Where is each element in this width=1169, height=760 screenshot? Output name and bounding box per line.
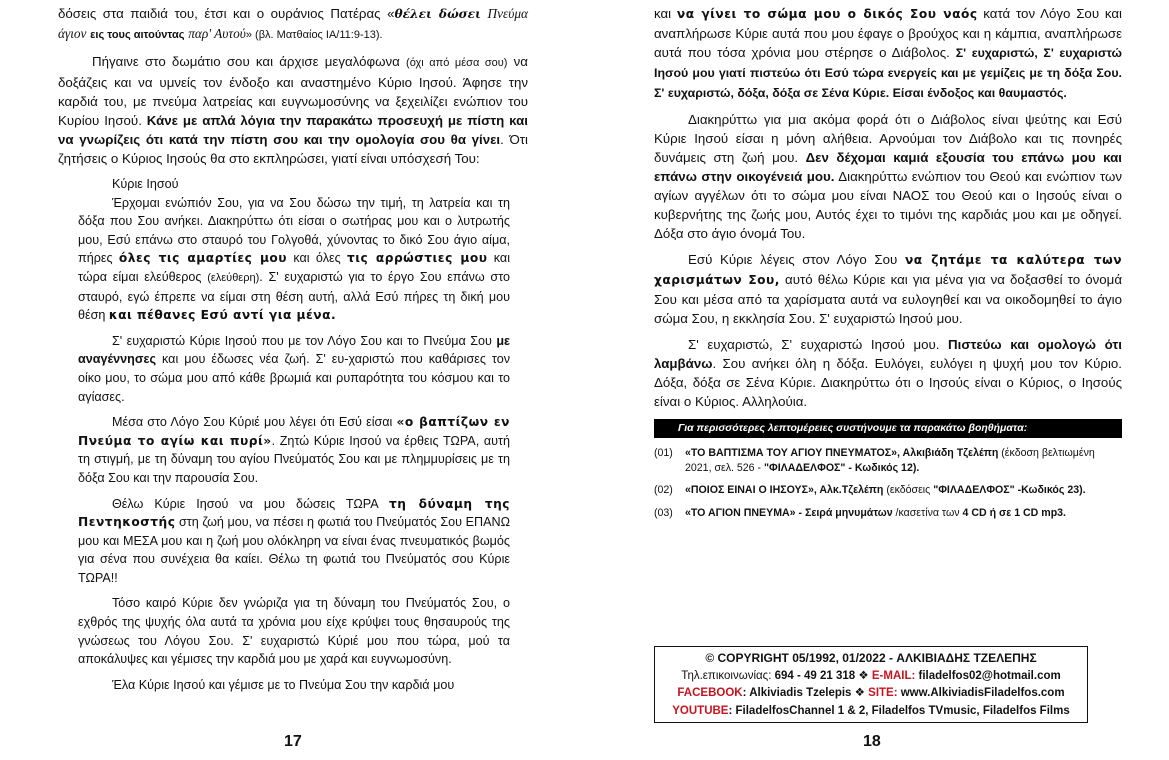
recommendations-banner: Για περισσότερες λεπτομέρειες συστήνουμε τα παρακάτω βοηθήματα: bbox=[654, 419, 1122, 438]
emphasis-text: τη δύναμη της Πεντηκοστής bbox=[78, 496, 510, 530]
reference-number: (02) bbox=[654, 484, 673, 496]
site-link[interactable]: www.AlkiviadisFiladelfos.com bbox=[897, 687, 1065, 699]
text-run: να δοξάζεις και να υμνείς τον ένδοξο και αναστημένο Κύριο Ιησού. Άφησε την καρδιά του, με πνεύμα λατρείας και ευγνωμοσύνης να ξεχειλίζει ενώπιον του Κυρίου Ιησού. bbox=[58, 54, 528, 128]
emphasis-text: Πιστεύω και ομολογώ ότι λαμβάνω bbox=[654, 337, 1122, 371]
facebook-name[interactable]: : Alkiviadis Tzelepis ❖ bbox=[742, 687, 869, 699]
emphasis-text: Κάνε με απλά λόγια την παρακάτω προσευχή με πίστη και να γνωρίζεις ότι κατά την πίστη σου και την ομολογία σου θα γίνει bbox=[58, 113, 528, 147]
phone-label: Τηλ.επικοινωνίας: bbox=[681, 669, 772, 682]
youtube-channels[interactable]: : FiladelfosChannel 1 & 2, Filadelfos TVmusic, Filadelfos Films bbox=[728, 704, 1070, 717]
prayer-paragraph-1 bbox=[78, 194, 510, 325]
reference-title: «ΠΟΙΟΣ ΕΙΝΑΙ Ο ΙΗΣΟΥΣ», Αλκ.Τζελέπη bbox=[685, 484, 884, 496]
reference-code: 4 CD ή σε 1 CD mp3. bbox=[962, 506, 1067, 519]
text-run: Διακηρύττω για μια ακόμα φορά ότι ο Διάβολος είναι ψεύτης και Εσύ Κύριε Ιησού είσαι η μόνη αλήθεια. Αρνούμαι τον Διάβολο και τις πονηρές δυνάμεις στη ζωή μου. bbox=[654, 112, 1122, 165]
text-run: Έρχομαι ενώπιόν Σου, για να Σου δώσω την τιμή, τη λατρεία και τη δόξα που Σου ανήκει. Διακηρύττω ότι είσαι ο σωτήρας μου και ο λυτρωτής μου, Εσύ επάνω στο σταυρό του Γολγοθά, χύνοντας το δικό Σου άγιο αίμα, πήρες bbox=[78, 195, 510, 266]
emphasis-text: να γίνει το σώμα μου ο δικός Σου ναός bbox=[676, 7, 978, 21]
prayer-paragraph-2 bbox=[78, 332, 510, 406]
reference-code: "ΦΙΛΑΔΕΛΦΟΣ" -Κωδικός 23). bbox=[933, 484, 1086, 496]
text-run: . Σ' ευχαριστώ για το έργο Σου επάνω στο σταυρό, εγώ έπρεπε να είμαι στη θέση αυτή, αλλά Εσύ πήρες τη δική μου θέση bbox=[78, 269, 511, 323]
emphasis-text: Σ' ευχαριστώ, Σ' ευχαριστώ Ιησού μου γιατί πιστεύω ότι Εσύ τώρα ενεργείς και με γεμίζεις με τη δόξα Σου. Σ' ευχαριστώ, δόξα, δόξα σε Σένα Κύριε. Είσαι ένδοξος και θαυμαστός. bbox=[654, 46, 1122, 100]
text-run: και μου έδωσες νέα ζωή. Σ' ευ-χαριστώ που καθάρισες τον οίκο μου, το σώμα μου από κάθε βρωμιά και ρυπαρότητα του κόσμου και το αγίασες. bbox=[78, 352, 510, 404]
prayer-paragraph-3 bbox=[78, 413, 510, 487]
text-run: Σ' ευχαριστώ Κύριε Ιησού που με τον Λόγο Σου και το Πνεύμα Σου bbox=[112, 333, 497, 348]
left-page bbox=[0, 0, 584, 760]
left-paragraph-1 bbox=[58, 4, 528, 45]
right-paragraph-4 bbox=[654, 335, 1122, 411]
emphasis-text: τις αρρώστιες μου bbox=[347, 251, 488, 266]
copyright-line: © COPYRIGHT 05/1992, 01/2022 - ΑΛΚΙΒΙΑΔΗΣ ΤΖΕΛΕΠΗΣ bbox=[705, 651, 1037, 665]
reference-text bbox=[685, 506, 1122, 521]
site-label: SITE: bbox=[868, 687, 898, 699]
social-line bbox=[659, 685, 1083, 703]
italic-text: παρ' Αυτού bbox=[188, 26, 246, 41]
text-run: δόσεις στα παιδιά του, έτσι και ο ουράνιος Πατέρας « bbox=[58, 6, 395, 21]
right-paragraph-1 bbox=[654, 4, 1122, 103]
reference-title: «ΤΟ ΑΓΙΟΝ ΠΝΕΥΜΑ» - Σειρά μηνυμάτων bbox=[685, 506, 893, 519]
reference-detail: /κασετίνα των bbox=[892, 506, 963, 519]
text-run: και όλες bbox=[287, 251, 348, 266]
emphasis-text: θέλει δώσει bbox=[394, 7, 481, 21]
reference-item bbox=[654, 483, 1122, 498]
page-number-right: 18 bbox=[863, 733, 881, 750]
right-paragraph-2 bbox=[654, 110, 1122, 243]
text-run: κατά τον Λόγο Σου και αναπλήρωσε Κύριε αυτά που μου έφαγε ο βρούχος και η κάμπια, αναπλήρωσε αυτά που τόσα χρόνια μου στέρησε ο Διάβολος. bbox=[654, 6, 1122, 60]
reference-detail: (εκδόσεις bbox=[883, 484, 934, 496]
reference-detail: (έκδοση βελτιωμένη 2021, σελ. 526 - bbox=[685, 447, 1095, 474]
right-page bbox=[584, 0, 1169, 760]
reference-title: «ΤΟ ΒΑΠΤΙΣΜΑ ΤΟΥ ΑΓΙΟΥ ΠΝΕΥΜΑΤΟΣ», Αλκιβιάδη Τζελέπη bbox=[685, 447, 999, 459]
aside-text: (όχι από μέσα σου) bbox=[406, 57, 508, 69]
emphasis-text: όλες τις αμαρτίες μου bbox=[118, 251, 288, 266]
reference-text: » (βλ. Ματθαίος ΙΑ/11:9-13). bbox=[245, 29, 383, 41]
emphasis-text: Δεν δέχομαι καμιά εξουσία του επάνω μου και επάνω στην οικογένειά μου. bbox=[654, 150, 1122, 184]
email-address[interactable]: filadelfos02@hotmail.com bbox=[915, 669, 1061, 682]
copyright-box bbox=[654, 646, 1088, 723]
text-run: στη ζωή μου, να πέσει η φωτιά του Πνεύματός Σου ΕΠΑΝΩ μου και ΜΕΣΑ μου και η ζωή μου ολόκληρη να είναι ένας πνευματικός βωμός για σένα που συνέχεια θα καίει. Θέλω τη φωτιά του Πνεύματός σου Κύριε ΤΩΡΑ!! bbox=[78, 515, 510, 585]
prayer-title: Κύριε Ιησού bbox=[112, 177, 179, 191]
reference-text bbox=[685, 483, 1122, 498]
prayer-block bbox=[78, 175, 510, 694]
reference-code: "ΦΙΛΑΔΕΛΦΟΣ" - Κωδικός 12). bbox=[764, 461, 920, 474]
emphasis-text: εις τους αιτούντας bbox=[90, 29, 185, 41]
text-run: . Ότι ζητήσεις ο Κύριος Ιησούς θα στο εκπληρώσει, γιατί είναι υπόσχεσή Του: bbox=[58, 132, 528, 166]
prayer-paragraph-4 bbox=[78, 495, 510, 588]
reference-item bbox=[654, 446, 1122, 475]
reference-text bbox=[685, 446, 1122, 475]
text-run: Διακηρύττω ενώπιον του Θεού και ενώπιον των αγίων αγγέλων ότι το σώμα μου είναι ΝΑΟΣ του Θεού και ο Ιησούς είναι ο κυβερνήτης της ζωής μου, Αυτός έχει το τιμόνι της καρδιάς μου και με οδηγεί. Δόξα στο άγιο όνομά Του. bbox=[654, 169, 1122, 241]
text-run: Θέλω Κύριε Ιησού να μου δώσεις ΤΩΡΑ bbox=[112, 496, 389, 511]
text-run: και bbox=[654, 6, 677, 21]
emphasis-text: και πέθανες Εσύ αντί για μένα. bbox=[108, 308, 337, 323]
contact-line bbox=[659, 668, 1083, 686]
prayer-paragraph-6: Έλα Κύριε Ιησού και γέμισε με το Πνεύμα Σου την καρδιά μου bbox=[112, 677, 455, 692]
youtube-line bbox=[659, 703, 1083, 721]
phone-number: 694 - 49 21 318 ❖ bbox=[771, 669, 872, 682]
text-run: Μέσα στο Λόγο Σου Κύριέ μου λέγει ότι Εσύ είσαι bbox=[112, 415, 397, 430]
aside-text: (ελεύθερη) bbox=[207, 271, 260, 284]
text-run: και τώρα είμαι ελεύθερος bbox=[78, 251, 511, 284]
text-run: Πήγαινε στο δωμάτιο σου και άρχισε μεγαλόφωνα bbox=[92, 54, 407, 69]
text-run: αυτό θέλω Κύριε και για μένα για να δοξασθεί το όνομά Σου και μέσα από τα χαρίσματα αυτά να ευλογηθεί και να οικοδομηθεί το άγιο σώμα Σου, η εκκλησία Σου. Σ' ευχαριστώ Ιησού μου. bbox=[654, 272, 1123, 326]
facebook-label: FACEBOOK bbox=[677, 687, 743, 699]
text-run: . Σου ανήκει όλη η δόξα. Ευλόγει, ευλόγει η ψυχή μου τον Κύριο. Δόξα, δόξα σε Σένα Κύριε. Διακηρύττω ότι ο Ιησούς είναι ο Κύριος, ο Ιησούς είναι ο Κύριος. Αλληλούια. bbox=[654, 356, 1122, 409]
text-run: Σ' ευχαριστώ, Σ' ευχαριστώ Ιησού μου. bbox=[688, 337, 949, 352]
reference-number: (03) bbox=[654, 506, 673, 519]
text-run: . Ζητώ Κύριε Ιησού να έρθεις ΤΩΡΑ, αυτή τη στιγμή, με τη δύναμη του αγίου Πνεύματός Σου και με πλημμυρίσεις με τη δόξα Σου και την παρουσία Σου. bbox=[78, 433, 510, 485]
emphasis-text: να ζητάμε τα καλύτερα των χαρισμάτων Σου, bbox=[654, 253, 1123, 287]
left-text-column bbox=[58, 4, 528, 694]
youtube-label: YOUTUBE bbox=[672, 704, 729, 717]
right-text-column bbox=[654, 4, 1122, 528]
page-number-left: 17 bbox=[284, 733, 302, 750]
left-paragraph-2 bbox=[58, 52, 528, 168]
emphasis-text: με αναγέννησες bbox=[78, 333, 510, 367]
emphasis-text: «ο βαπτίζων εν Πνεύμα το αγίω και πυρί» bbox=[78, 415, 510, 448]
italic-text: Πνεύμα άγιον bbox=[58, 6, 528, 41]
text-run: Εσύ Κύριε λέγεις στον Λόγο Σου bbox=[688, 252, 905, 267]
right-paragraph-3 bbox=[654, 250, 1122, 328]
reference-item bbox=[654, 506, 1122, 521]
reference-list bbox=[654, 446, 1122, 520]
reference-number: (01) bbox=[654, 447, 673, 459]
email-label: E-MAIL: bbox=[871, 669, 916, 682]
prayer-paragraph-5: Τόσο καιρό Κύριε δεν γνώριζα για τη δύναμη του Πνεύματός Σου, ο εχθρός της ψυχής όλα αυτά τα χρόνια μου είχε κρύψει τους θησαυρούς της γνώσεως του Λόγου Σου. Σ' ευχαριστώ Κύριέ μου που τώρα, μού τα αποκάλυψες και γέμισες την καρδιά μου με χαρά και ευγνωμοσύνη. bbox=[78, 596, 510, 667]
